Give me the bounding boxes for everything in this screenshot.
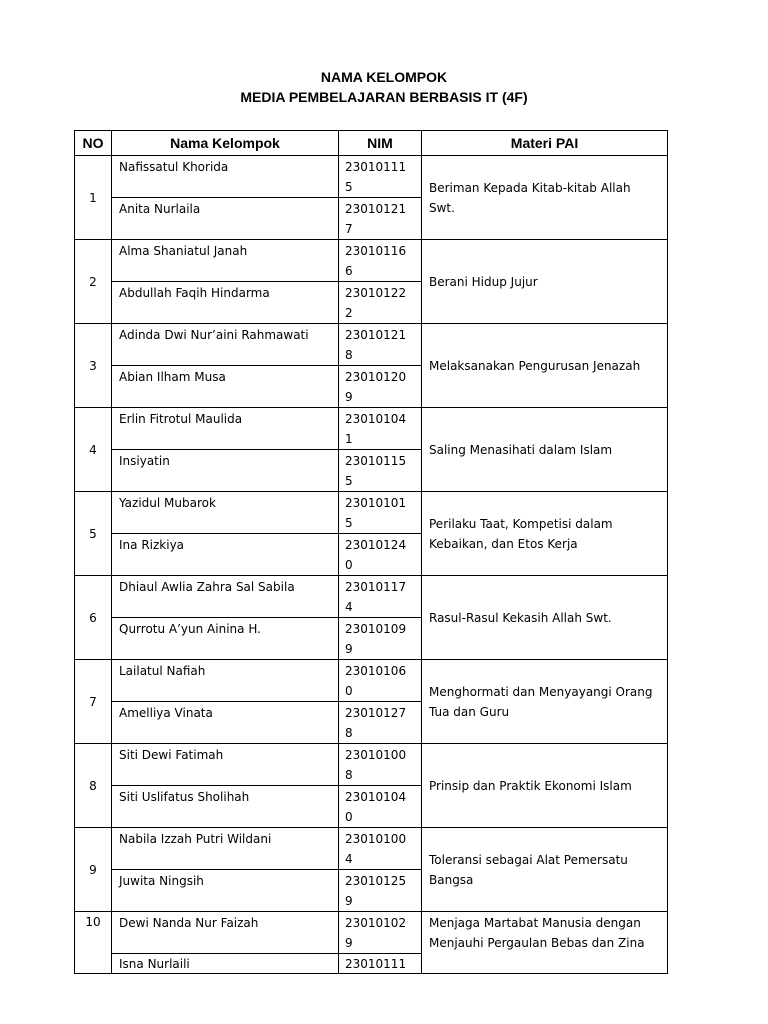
- group-number: 2: [75, 240, 112, 324]
- member-nim-line1: 23010101: [345, 496, 407, 510]
- member-name: Abian Ilham Musa: [112, 366, 339, 408]
- member-nim-line1: 23010121: [345, 202, 407, 216]
- group-number: 1: [75, 156, 112, 240]
- member-nim-line1: 23010104: [345, 790, 407, 804]
- member-nim-line1: 23010121: [345, 328, 407, 342]
- member-nim-line2: 1: [345, 432, 353, 446]
- table-row: [75, 408, 668, 450]
- group-materi: Menghormati dan Menyayangi Orang Tua dan Guru: [422, 660, 668, 744]
- member-name: Adinda Dwi Nur’aini Rahmawati: [112, 324, 339, 366]
- group-materi: Berani Hidup Jujur: [422, 240, 668, 324]
- member-name: Juwita Ningsih: [112, 870, 339, 912]
- member-nim: [339, 702, 422, 744]
- member-nim-line2: 8: [345, 768, 353, 782]
- header-nim: NIM: [339, 131, 422, 156]
- member-name: Yazidul Mubarok: [112, 492, 339, 534]
- member-nim-line1: 23010109: [345, 622, 407, 636]
- member-name: Insiyatin: [112, 450, 339, 492]
- group-materi: Saling Menasihati dalam Islam: [422, 408, 668, 492]
- member-nim: [339, 660, 422, 702]
- member-name: Nafissatul Khorida: [112, 156, 339, 198]
- member-nim-line2: 6: [345, 264, 353, 278]
- member-nim: [339, 408, 422, 450]
- member-nim: [339, 618, 422, 660]
- group-materi: Melaksanakan Pengurusan Jenazah: [422, 324, 668, 408]
- member-nim-line1: 23010127: [345, 706, 407, 720]
- member-nim: [339, 198, 422, 240]
- table-row: [75, 240, 668, 282]
- member-nim: [339, 240, 422, 282]
- member-nim-line1: 23010124: [345, 538, 407, 552]
- member-nim-line1: 23010116: [345, 244, 407, 258]
- member-nim: [339, 786, 422, 828]
- table-row: [75, 660, 668, 702]
- member-nim-line2: 9: [345, 936, 353, 950]
- group-materi: Toleransi sebagai Alat Pemersatu Bangsa: [422, 828, 668, 912]
- member-nim-line2: 5: [345, 180, 353, 194]
- table-header-row: [75, 131, 668, 156]
- member-name: Nabila Izzah Putri Wildani: [112, 828, 339, 870]
- member-nim: [339, 576, 422, 618]
- member-name: Amelliya Vinata: [112, 702, 339, 744]
- member-nim-line2: 4: [345, 600, 353, 614]
- member-name: Alma Shaniatul Janah: [112, 240, 339, 282]
- member-nim-line2: 9: [345, 390, 353, 404]
- group-number: 10: [75, 912, 112, 974]
- member-nim-line1: 23010104: [345, 412, 407, 426]
- member-nim-line2: 8: [345, 348, 353, 362]
- member-nim-line1: 23010100: [345, 832, 407, 846]
- member-nim: [339, 450, 422, 492]
- group-number: 6: [75, 576, 112, 660]
- member-nim-line2: 0: [345, 558, 353, 572]
- member-name: Dewi Nanda Nur Faizah: [112, 912, 339, 954]
- table-row: [75, 576, 668, 618]
- table-row: [75, 912, 668, 954]
- member-nim-line2: 9: [345, 894, 353, 908]
- member-nim-line1: 23010125: [345, 874, 407, 888]
- member-nim: [339, 828, 422, 870]
- member-name: Ina Rizkiya: [112, 534, 339, 576]
- member-nim-line2: 2: [345, 306, 353, 320]
- member-nim-line2: 9: [345, 642, 353, 656]
- member-nim-line2: 5: [345, 474, 353, 488]
- document-subtitle: MEDIA PEMBELAJARAN BERBASIS IT (4F): [240, 89, 528, 105]
- member-nim: [339, 954, 422, 974]
- member-nim: [339, 492, 422, 534]
- member-nim-line2: 5: [345, 516, 353, 530]
- member-nim: [339, 282, 422, 324]
- member-name: Siti Dewi Fatimah: [112, 744, 339, 786]
- member-nim-line2: 7: [345, 222, 353, 236]
- member-nim: [339, 534, 422, 576]
- member-nim-line1: 23010117: [345, 580, 407, 594]
- header-no: NO: [75, 131, 112, 156]
- member-name: Erlin Fitrotul Maulida: [112, 408, 339, 450]
- table-row: [75, 492, 668, 534]
- group-materi: Menjaga Martabat Manusia dengan Menjauhi Pergaulan Bebas dan Zina: [422, 912, 668, 974]
- member-nim-line1: 23010102: [345, 916, 407, 930]
- header-materi: Materi PAI: [422, 131, 668, 156]
- member-nim-line1: 23010115: [345, 454, 407, 468]
- member-nim: [339, 366, 422, 408]
- group-number: 3: [75, 324, 112, 408]
- member-nim-line2: 0: [345, 684, 353, 698]
- group-number: 5: [75, 492, 112, 576]
- member-name: Abdullah Faqih Hindarma: [112, 282, 339, 324]
- table-row: [75, 828, 668, 870]
- member-name: Qurrotu A’yun Ainina H.: [112, 618, 339, 660]
- member-nim-line2: 0: [345, 810, 353, 824]
- member-name: Isna Nurlaili: [112, 954, 339, 974]
- member-nim: [339, 744, 422, 786]
- member-nim: [339, 324, 422, 366]
- group-number: 8: [75, 744, 112, 828]
- document-title: NAMA KELOMPOK: [320, 69, 448, 85]
- member-nim-line1: 23010106: [345, 664, 407, 678]
- member-nim-line1: 23010111: [345, 957, 407, 971]
- member-nim: [339, 870, 422, 912]
- group-materi: Rasul-Rasul Kekasih Allah Swt.: [422, 576, 668, 660]
- group-materi: Prinsip dan Praktik Ekonomi Islam: [422, 744, 668, 828]
- group-number: 7: [75, 660, 112, 744]
- member-nim-line1: 23010111: [345, 160, 407, 174]
- member-nim-line1: 23010120: [345, 370, 407, 384]
- header-name: Nama Kelompok: [112, 131, 339, 156]
- member-name: Siti Uslifatus Sholihah: [112, 786, 339, 828]
- table-row: [75, 324, 668, 366]
- member-nim-line1: 23010122: [345, 286, 407, 300]
- member-nim: [339, 912, 422, 954]
- member-name: Lailatul Nafiah: [112, 660, 339, 702]
- member-nim-line1: 23010100: [345, 748, 407, 762]
- group-materi: Beriman Kepada Kitab-kitab Allah Swt.: [422, 156, 668, 240]
- group-number: 9: [75, 828, 112, 912]
- member-name: Dhiaul Awlia Zahra Sal Sabila: [112, 576, 339, 618]
- group-number: 4: [75, 408, 112, 492]
- member-name: Anita Nurlaila: [112, 198, 339, 240]
- table-row: [75, 744, 668, 786]
- member-nim-line2: 8: [345, 726, 353, 740]
- group-table: [74, 130, 668, 974]
- table-row: [75, 156, 668, 198]
- member-nim: [339, 156, 422, 198]
- member-nim-line2: 4: [345, 852, 353, 866]
- group-materi: Perilaku Taat, Kompetisi dalam Kebaikan, dan Etos Kerja: [422, 492, 668, 576]
